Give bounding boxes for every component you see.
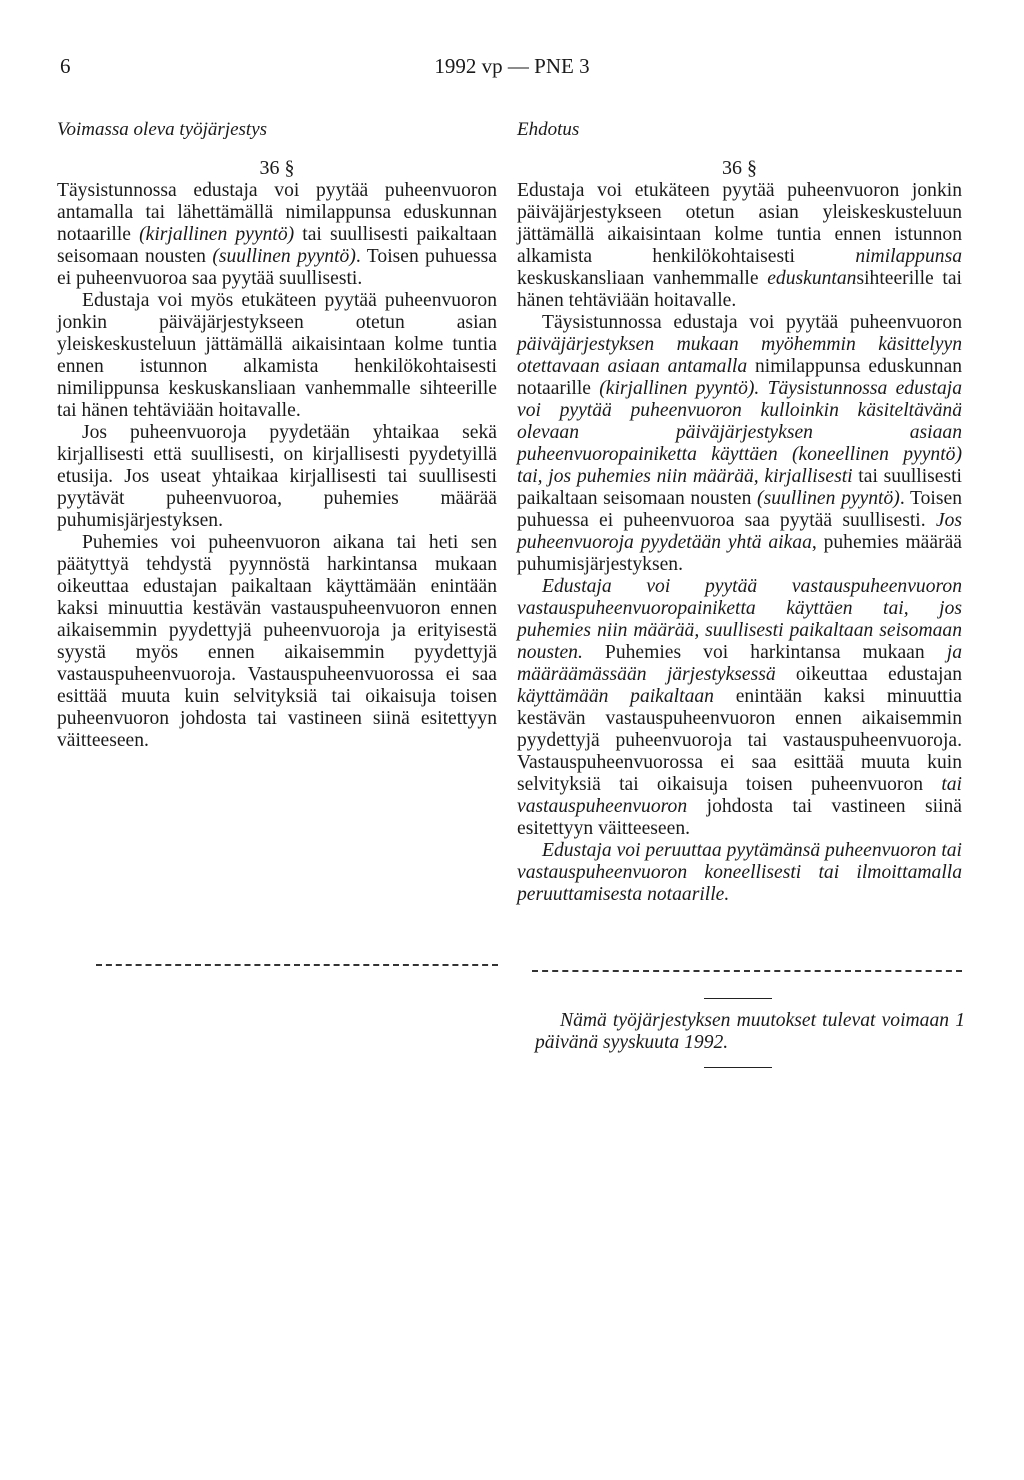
left-section-number: 36 § bbox=[259, 157, 295, 179]
left-column-heading: Voimassa oleva työjärjestys bbox=[57, 119, 268, 140]
footnote-rule-top bbox=[704, 998, 772, 999]
right-paragraph-2: Täysistunnossa edustaja voi pyytää puheenvuoron päiväjärjestyksen mukaan myöhemmin käsittelyyn otettavaan asiaan antamalla nimilappunsa eduskunnan notaarille (kirjallinen pyyntö). Täysistunnossa edustaja voi pyytää puheenvuoron kulloinkin käsiteltävänä olevaan päiväjärjestyksen asiaan puheenvuoropainiketta käyttäen (koneellinen pyyntö) tai, jos puhemies niin määrää, kirjallisesti tai suullisesti paikaltaan seisomaan nousten (suullinen pyyntö). Toisen puhuessa ei puheenvuoroa saa pyytää suullisesti. Jos puheenvuoroja pyydetään yhtä aikaa, puhemies määrää puhumisjärjestyksen. bbox=[517, 312, 963, 575]
right-paragraph-4: Edustaja voi peruuttaa pyytämänsä puheenvuoron tai vastauspuheenvuoron koneellisesti tai ilmoittamalla peruuttamisesta notaarille. bbox=[517, 840, 962, 905]
right-omission-dashes bbox=[532, 970, 962, 972]
right-paragraph-3: Edustaja voi pyytää vastauspuheenvuoron vastauspuheenvuoropainiketta käyttäen tai, jos puhemies niin määrää, suullisesti paikaltaan seisomaan nousten. Puhemies voi harkintansa mukaan ja määräämässään järjestyksessä oikeuttaa edustajan käyttämään paikaltaan enintään kaksi minuuttia kestävän vastauspuheenvuoron ennen aikaisemmin pyydettyjä puheenvuoroja tai vastauspuheenvuoroja. Vastauspuheenvuorossa ei saa esittää muuta kuin selvityksiä tai oikaisuja toisen puheenvuoron tai vastauspuheenvuoron johdosta tai vastineen siinä esitettyyn väitteeseen. bbox=[517, 576, 963, 839]
right-column-proposal bbox=[517, 118, 962, 906]
page-header bbox=[0, 54, 1024, 84]
entry-into-force-note: Nämä työjärjestyksen muutokset tulevat voimaan 1 päivänä syyskuuta 1992. bbox=[535, 1010, 965, 1053]
left-paragraph-3: Jos puheenvuoroja pyydetään yhtaikaa sekä kirjallisesti että suullisesti, on kirjallisesti pyydetyillä etusija. Jos useat yhtaikaa kirjallisesti tai suullisesti pyytävät puheenvuoroa, puhemies määrää puhumisjärjestyksen. bbox=[57, 422, 497, 531]
footnote-rule-bottom bbox=[704, 1067, 772, 1068]
running-title: 1992 vp — PNE 3 bbox=[434, 54, 590, 78]
left-omission-dashes bbox=[96, 964, 498, 966]
left-paragraph-1: Täysistunnossa edustaja voi pyytää puheenvuoron antamalla tai lähettämällä nimilappunsa eduskunnan notaarille (kirjallinen pyyntö) tai suullisesti paikaltaan seisomaan nousten (suullinen pyyntö). Toisen puhuessa ei puheenvuoroa saa pyytää suullisesti. bbox=[57, 180, 497, 289]
page-number: 6 bbox=[60, 54, 71, 78]
left-paragraph-4: Puhemies voi puheenvuoron aikana tai heti sen päätyttyä tehdystä pyynnöstä harkintansa mukaan oikeuttaa edustajan paikaltaan käyttämään enintään kaksi minuuttia kestävän vastauspuheenvuoron ennen aikaisemmin pyydettyjä puheenvuoroja ja erityisestä syystä myös ennen aikaisemmin pyydettyjä vastauspuheenvuoroja. Vastauspuheenvuorossa ei saa esittää muuta kuin selvityksiä tai oikaisuja toisen puheenvuoron johdosta tai vastineen siinä esitettyyn väitteeseen. bbox=[57, 532, 497, 751]
right-column-heading: Ehdotus bbox=[517, 119, 580, 140]
left-paragraph-2: Edustaja voi myös etukäteen pyytää puheenvuoron jonkin päiväjärjestykseen otetun asian yleiskeskusteluun jättämällä aikaisintaan kolme tuntia ennen istunnon alkamista henkilökohtaisesti nimilippunsa keskuskansliaan vanhemmalle sihteerille tai hänen tehtäviään hoitavalle. bbox=[57, 290, 497, 421]
right-section-number: 36 § bbox=[722, 157, 757, 179]
left-column-current-rules bbox=[57, 118, 497, 752]
right-paragraph-1: Edustaja voi etukäteen pyytää puheenvuoron jonkin päiväjärjestykseen otetun asian yleiskeskusteluun jättämällä aikaisintaan kolme tuntia ennen istunnon alkamista henkilökohtaisesti nimilappunsa keskuskansliaan vanhemmalle eduskuntansihteerille tai hänen tehtäviään hoitavalle. bbox=[517, 180, 962, 311]
